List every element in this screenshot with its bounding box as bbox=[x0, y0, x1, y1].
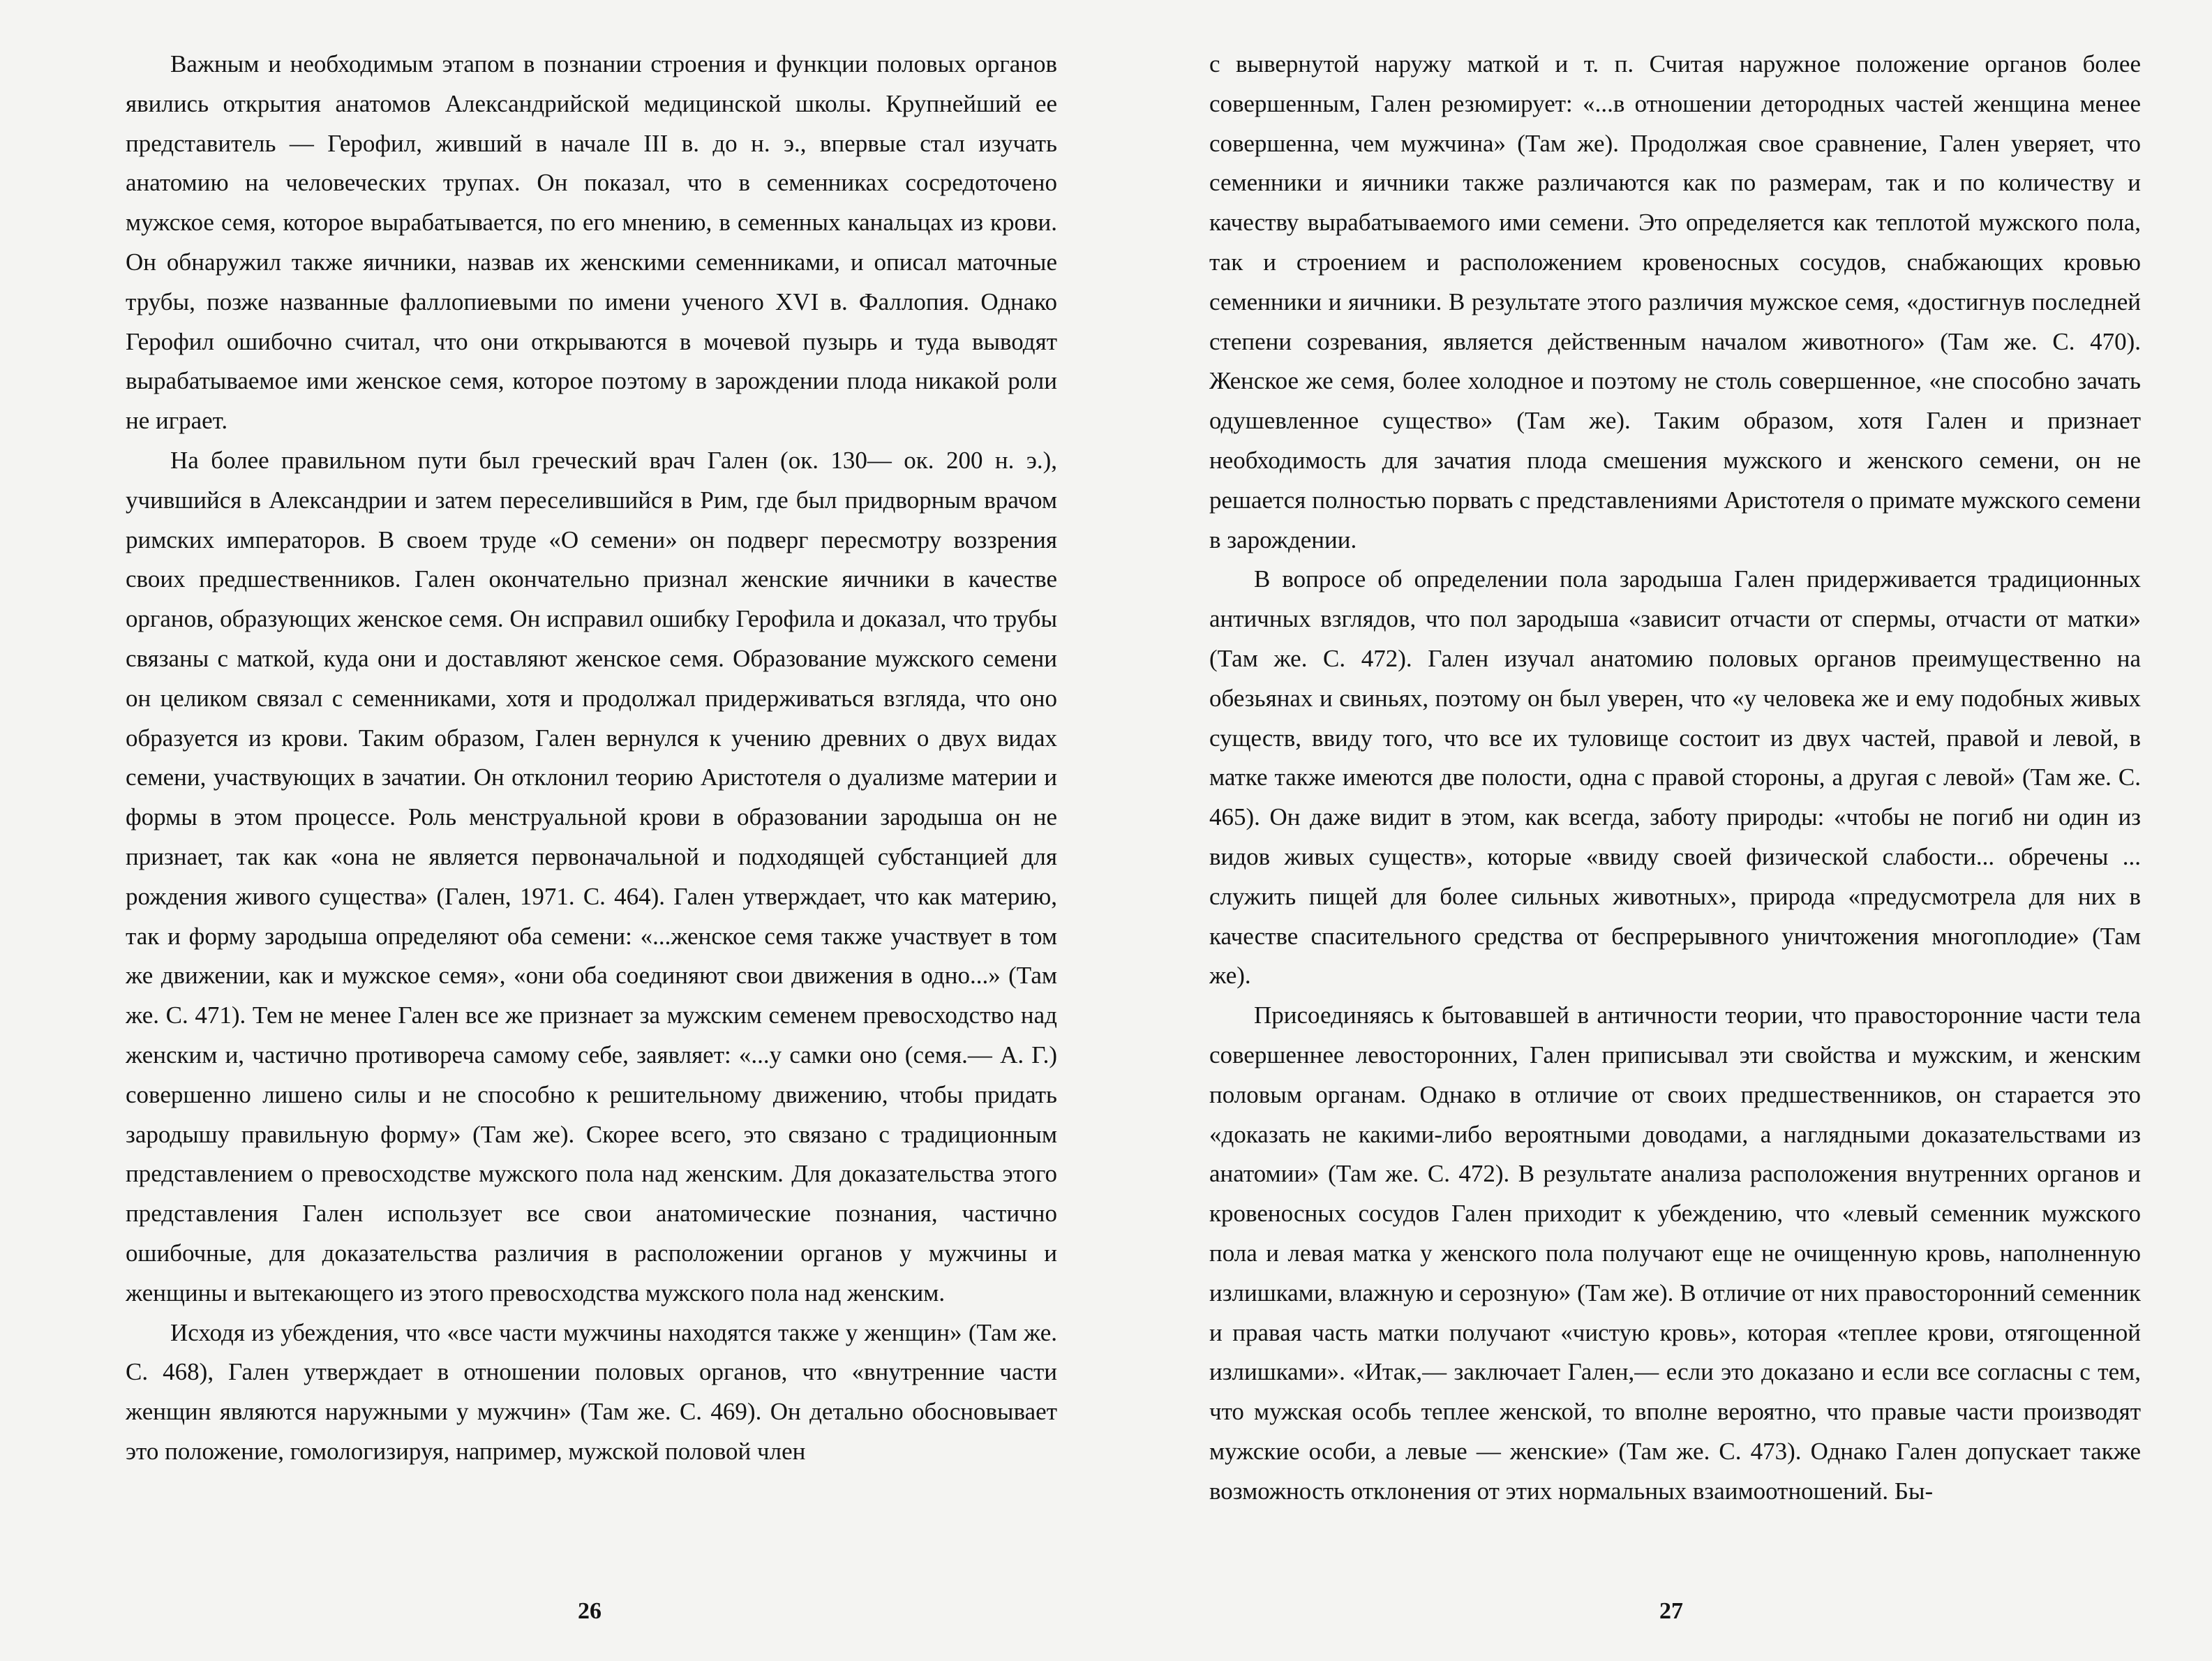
paragraph: На более правильном пути был греческий врач Гален (ок. 130— ок. 200 н. э.), учившийся в Александрии и затем переселившийся в Рим, где был придворным врачом римских императоров. В своем труде «О семени» он подверг пересмотру воззрения своих предшественников. Гален окончательно признал женские яичники в качестве органов, образующих женское семя. Он исправил ошибку Герофила и доказал, что трубы связаны с маткой, куда они и доставляют женское семя. Образование мужского семени он целиком связал с семенниками, хотя и продолжал придерживаться взгляда, что оно образуется из крови. Таким образом, Гален вернулся к учению древних о двух видах семени, участвующих в зачатии. Он отклонил теорию Аристотеля о дуализме материи и формы в этом процессе. Роль менструальной крови в образовании зародыша он не признает, так как «она не является первоначальной и подходящей субстанцией для рождения живого существа» (Гален, 1971. С. 464). Гален утверждает, что как материю, так и форму зародыша определяют оба семени: «...женское семя также участвует в том же движении, как и мужское семя», «они оба соединяют свои движения в одно...» (Там же. С. 471). Тем не менее Гален все же признает за мужским семенем превосходство над женским и, частично противореча самому себе, заявляет: «...у самки оно (семя.— А. Г.) совершенно лишено силы и не способно к решительному движению, чтобы придать зародышу правильную форму» (Там же). Скорее всего, это связано с традиционным представлением о превосходстве мужского пола над женским. Для доказательства этого представления Гален использует все свои анатомические познания, частично ошибочные, для доказательства различия в расположении органов у мужчины и женщины и вытекающего из этого превосходства мужского пола над женским. bbox=[126, 446, 1057, 1306]
right-page-text bbox=[1209, 45, 2141, 1531]
paragraph: В вопросе об определении пола зародыша Гален придерживается традиционных античных взглядов, что пол зародыша «зависит отчасти от спермы, отчасти от матки» (Там же. С. 472). Гален изучал анатомию половых органов преимущественно на обезьянах и свиньях, поэтому он был уверен, что «у человека же и ему подобных живых существ, ввиду того, что все их туловище состоит из двух частей, правой и левой, в матке также имеются две полости, одна с правой стороны, а другая с левой» (Там же. С. 465). Он даже видит в этом, как всегда, заботу природы: «чтобы не погиб ни один из видов живых существ», которые «ввиду своей физической слабости... обречены ... служить пищей для более сильных животных», природа «предусмотрела для них в качестве спасительного средства от беспрерывного уничтожения многоплодие» (Там же). bbox=[1209, 565, 2141, 990]
page-number: 26 bbox=[578, 1598, 601, 1624]
paragraph: Важным и необходимым этапом в познании строения и функции половых органов явились открытия анатомов Александрийской медицинской школы. Крупнейший ее представитель — Герофил, живший в начале III в. до н. э., впервые стал изучать анатомию на человеческих трупах. Он показал, что в семенниках сосредоточено мужское семя, которое вырабатывается, по его мнению, в семенных канальцах из крови. Он обнаружил также яичники, назвав их женскими семенниками, и описал маточные трубы, позже названные фаллопиевыми по имени ученого XVI в. Фаллопия. Однако Герофил ошибочно считал, что они открываются в мочевой пузырь и туда выводят вырабатываемое ими женское семя, которое поэтому в зарождении плода никакой роли не играет. bbox=[126, 50, 1057, 435]
paragraph: Присоединяясь к бытовавшей в античности теории, что правосторонние части тела совершеннее левосторонних, Гален приписывал эти свойства и мужским, и женским половым органам. Однако в отличие от своих предшественников, он старается это «доказать не какими-либо вероятными доводами, а наглядными доказательствами из анатомии» (Там же. С. 472). В результате анализа расположения внутренних органов и кровеносных сосудов Гален приходит к убеждению, что «левый семенник мужского пола и левая матка у женского пола получают еще не очищенную кровь, наполненную излишками, влажную и серозную» (Там же). В отличие от них правосторонний семенник и правая часть матки получают «чистую кровь», которая «теплее крови, отягощенной излишками». «Итак,— заключает Гален,— если это доказано и если все согласны с тем, что мужская особь теплее женской, то вполне вероятно, что правые части производят мужские особи, а левые — женские» (Там же. С. 473). Однако Гален допускает также возможность отклонения от этих нормальных взаимоотношений. Бы- bbox=[1209, 1001, 2141, 1505]
paragraph: Исходя из убеждения, что «все части мужчины находятся также у женщин» (Там же. С. 468), Гален утверждает в отношении половых органов, что «внутренние части женщин являются наружными у мужчин» (Там же. С. 469). Он детально обосновывает это положение, гомологизируя, например, мужской половой член bbox=[126, 1318, 1057, 1465]
paragraph: с вывернутой наружу маткой и т. п. Считая наружное положение органов более совершенным, Гален резюмирует: «...в отношении детородных частей женщина менее совершенна, чем мужчина» (Там же). Продолжая свое сравнение, Гален уверяет, что семенники и яичники также различаются как по размерам, так и по количеству и качеству вырабатываемого ими семени. Это определяется как теплотой мужского пола, так и строением и расположением кровеносных сосудов, снабжающих кровью семенники и яичники. В результате этого различия мужское семя, «достигнув последней степени созревания, является действенным началом животного» (Там же. С. 470). Женское же семя, более холодное и поэтому не столь совершенное, «не способно зачать одушевленное существо» (Там же). Таким образом, хотя Гален и признает необходимость для зачатия плода смешения мужского и женского семени, он не решается полностью порвать с представлениями Аристотеля о примате мужского семени в зарождении. bbox=[1209, 50, 2141, 553]
page-number: 27 bbox=[1659, 1598, 1683, 1624]
right-page bbox=[1106, 0, 2212, 1661]
left-page-text bbox=[126, 45, 1057, 1531]
